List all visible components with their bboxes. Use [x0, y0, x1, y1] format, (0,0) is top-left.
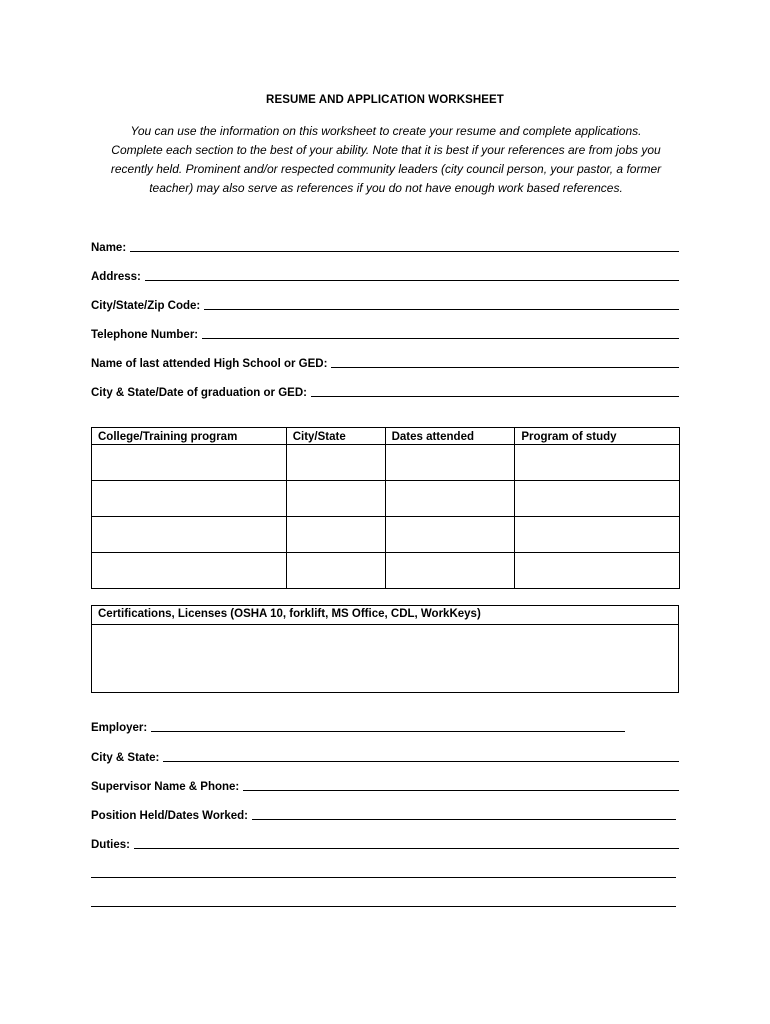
- table-cell[interactable]: [515, 517, 680, 553]
- table-cell[interactable]: [515, 445, 680, 481]
- column-header-city-state: City/State: [286, 428, 385, 445]
- telephone-label: Telephone Number:: [91, 329, 199, 341]
- graduation-line[interactable]: [311, 395, 679, 397]
- supervisor-field[interactable]: [91, 777, 679, 793]
- table-cell[interactable]: [385, 445, 515, 481]
- city-state-zip-field[interactable]: [91, 296, 679, 312]
- duties-continuation-line[interactable]: [91, 906, 676, 907]
- intro-line: teacher) may also serve as references if you do not have enough work based references.: [149, 181, 623, 195]
- table-cell[interactable]: [92, 553, 287, 589]
- table-cell[interactable]: [286, 553, 385, 589]
- certifications-box: [91, 605, 679, 693]
- table-cell[interactable]: [286, 517, 385, 553]
- duties-label: Duties:: [91, 839, 130, 851]
- position-label: Position Held/Dates Worked:: [91, 810, 248, 822]
- name-line[interactable]: [130, 250, 679, 252]
- table-cell[interactable]: [515, 481, 680, 517]
- education-table: [91, 427, 680, 589]
- table-row: [92, 481, 680, 517]
- employer-city-state-field[interactable]: [91, 748, 679, 764]
- graduation-label: City & State/Date of graduation or GED:: [91, 387, 307, 399]
- table-cell[interactable]: [385, 553, 515, 589]
- document-title: RESUME AND APPLICATION WORKSHEET: [266, 94, 504, 106]
- employer-city-state-label: City & State:: [91, 752, 160, 764]
- intro-paragraph: [86, 122, 686, 198]
- name-field[interactable]: [91, 238, 679, 254]
- position-line[interactable]: [252, 818, 676, 820]
- high-school-line[interactable]: [331, 366, 679, 368]
- intro-line: recently held. Prominent and/or respected community leaders (city council person, your pastor, a former: [110, 162, 662, 176]
- certifications-header: Certifications, Licenses (OSHA 10, forklift, MS Office, CDL, WorkKeys): [92, 606, 678, 625]
- certifications-input-area[interactable]: [92, 625, 678, 692]
- telephone-line[interactable]: [202, 337, 679, 339]
- table-row: [92, 445, 680, 481]
- position-field[interactable]: [91, 806, 676, 822]
- table-cell[interactable]: [92, 445, 287, 481]
- table-cell[interactable]: [286, 445, 385, 481]
- column-header-program-of-study: Program of study: [515, 428, 680, 445]
- address-field[interactable]: [91, 267, 679, 283]
- city-state-zip-line[interactable]: [204, 308, 679, 310]
- name-label: Name:: [91, 242, 127, 254]
- address-label: Address:: [91, 271, 141, 283]
- table-cell[interactable]: [286, 481, 385, 517]
- supervisor-label: Supervisor Name & Phone:: [91, 781, 240, 793]
- employer-label: Employer:: [91, 722, 148, 734]
- telephone-field[interactable]: [91, 325, 679, 341]
- table-cell[interactable]: [92, 481, 287, 517]
- table-cell[interactable]: [385, 481, 515, 517]
- intro-line: Complete each section to the best of your ability. Note that it is best if your references are from jobs you: [111, 143, 661, 157]
- address-line[interactable]: [145, 279, 679, 281]
- intro-line: You can use the information on this worksheet to create your resume and complete applications.: [130, 124, 642, 138]
- column-header-college: College/Training program: [92, 428, 287, 445]
- high-school-label: Name of last attended High School or GED:: [91, 358, 328, 370]
- table-cell[interactable]: [92, 517, 287, 553]
- high-school-field[interactable]: [91, 354, 679, 370]
- table-header-row: [92, 428, 680, 445]
- table-row: [92, 517, 680, 553]
- table-row: [92, 553, 680, 589]
- employer-city-state-line[interactable]: [163, 760, 679, 762]
- table-cell[interactable]: [515, 553, 680, 589]
- duties-line[interactable]: [134, 847, 679, 849]
- employer-line[interactable]: [151, 730, 625, 732]
- column-header-dates-attended: Dates attended: [385, 428, 515, 445]
- duties-continuation-line[interactable]: [91, 877, 676, 878]
- city-state-zip-label: City/State/Zip Code:: [91, 300, 201, 312]
- employer-field[interactable]: [91, 718, 625, 734]
- table-cell[interactable]: [385, 517, 515, 553]
- supervisor-line[interactable]: [243, 789, 679, 791]
- graduation-field[interactable]: [91, 383, 679, 399]
- duties-field[interactable]: [91, 835, 679, 851]
